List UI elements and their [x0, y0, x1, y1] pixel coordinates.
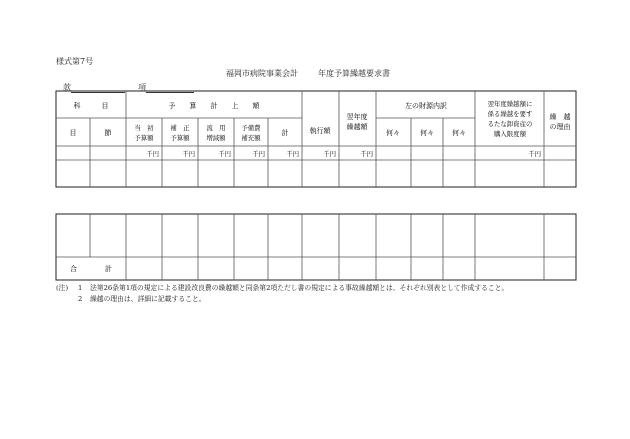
- header-hosei-1: 補 正: [170, 124, 190, 132]
- header-shikko: 執行額: [309, 127, 331, 135]
- header-yobihi-1: 予備費: [241, 124, 261, 132]
- header-nani-2: 何々: [420, 129, 434, 137]
- header-yokunendo-2: 繰越額: [346, 123, 368, 131]
- header-ryuyo-1: 流 用: [206, 124, 226, 132]
- header-ryuyo-2: 増減額: [206, 134, 226, 142]
- note-text: 法第26条第1項の規定による建設改良費の繰越額と同条第2項ただし書の規定による事故繰越額とは、それぞれ別表として作成すること。: [90, 284, 509, 292]
- header-kounyu-2: 係る繰越を要す: [487, 110, 533, 118]
- header-yobihi-2: 補充額: [241, 134, 261, 142]
- header-hosei-2: 予算額: [170, 134, 190, 142]
- header-nani-3: 何々: [452, 129, 466, 137]
- unit-label: 千円: [182, 150, 195, 158]
- kou-label: 項: [138, 83, 147, 92]
- header-kamoku: 科 目: [73, 102, 109, 110]
- title-fiscal: 年度予算繰越要求書: [318, 69, 390, 78]
- header-tosho-1: 当 初: [134, 124, 154, 132]
- kan-label: 款: [63, 83, 71, 92]
- unit-label: 千円: [323, 150, 336, 158]
- unit-label: 千円: [252, 150, 265, 158]
- unit-label: 千円: [286, 150, 299, 158]
- unit-label: 千円: [146, 150, 159, 158]
- header-zaigen: 左の財源内訳: [405, 102, 447, 110]
- notes: [56, 283, 576, 305]
- header-riyu-1: 繰 越: [549, 113, 571, 121]
- header-setsu: 節: [104, 129, 112, 137]
- total-label: 合 計: [70, 265, 112, 273]
- unit-label: 千円: [218, 150, 231, 158]
- table-bottom-border: [56, 214, 576, 280]
- header-kei: 計: [281, 129, 289, 137]
- header-kounyu-1: 翌年度繰越額に: [487, 100, 533, 108]
- header-riyu-2: の理由: [549, 123, 571, 131]
- header-tosho-2: 予算額: [134, 134, 154, 142]
- notes-label: (注): [56, 284, 69, 292]
- header-kounyu-3: るたな卸資産の: [487, 120, 533, 128]
- title-org: 福岡市病院事業会計: [226, 69, 298, 78]
- header-moku: 目: [69, 129, 77, 137]
- form-number: 様式第7号: [56, 57, 94, 66]
- note-item: [56, 283, 576, 294]
- header-yosan-keijo: 予 算 計 上 額: [168, 102, 260, 110]
- header-kounyu-4: 購入限度額: [494, 130, 526, 138]
- note-number: 1: [78, 284, 83, 292]
- note-number: 2: [78, 295, 83, 303]
- header-yokunendo-1: 翌年度: [346, 113, 368, 121]
- unit-label: 千円: [528, 150, 541, 158]
- note-item: [56, 294, 576, 305]
- header-nani-1: 何々: [386, 129, 400, 137]
- note-text: 繰越の理由は、詳細に記載すること。: [90, 295, 206, 303]
- unit-label: 千円: [360, 150, 373, 158]
